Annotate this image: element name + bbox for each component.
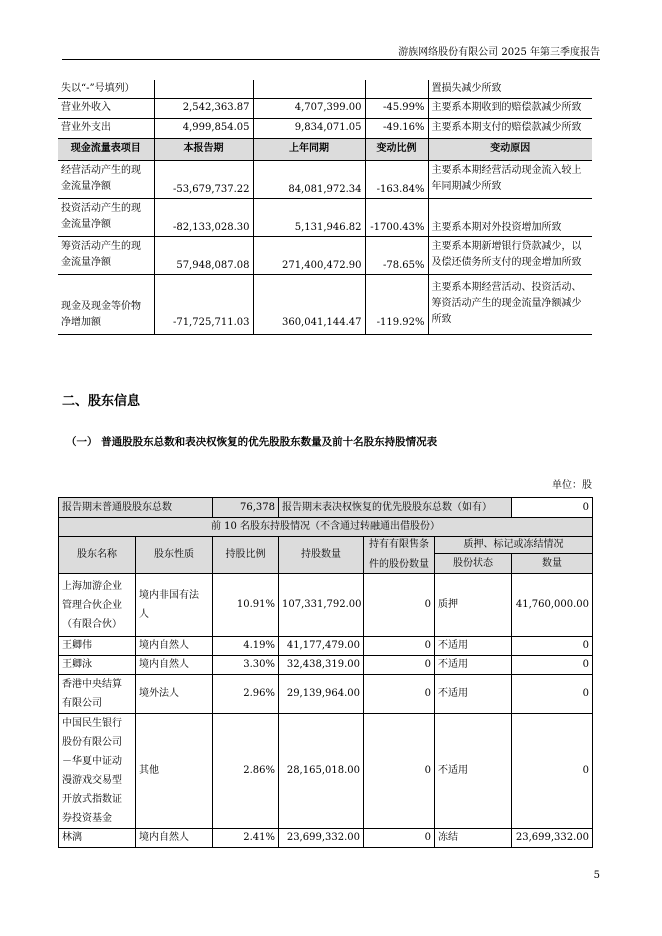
holder-shares: 41,177,479.00 xyxy=(279,637,364,656)
holder-qty: 23,699,332.00 xyxy=(512,829,593,848)
shareholder-rows xyxy=(59,574,593,848)
holder-name: 王卿伟 xyxy=(59,637,136,656)
holder-shares: 28,165,018.00 xyxy=(279,714,364,829)
header-ratio: 变动比例 xyxy=(365,138,428,160)
holder-name: 林漓 xyxy=(59,829,136,848)
header-pledge: 质押、标记或冻结情况 xyxy=(435,537,593,554)
holder-name: 中国民生银行 股份有限公司 －华夏中证动 漫游戏交易型 开放式指数证 券投资基金 xyxy=(59,714,136,829)
top10-title: 前 10 名股东持股情况（不含通过转融通出借股份） xyxy=(59,518,593,537)
current-cell: -53,679,737.22 xyxy=(154,160,253,198)
holder-ratio: 4.19% xyxy=(213,637,279,656)
table-row xyxy=(58,274,592,334)
reason-cell: 主要系本期经营活动、投资活动、 筹资活动产生的现金流量净额减少 所致 xyxy=(428,274,592,334)
table-row xyxy=(58,80,592,98)
item-cell: 投资活动产生的现 金流量净额 xyxy=(58,198,154,236)
header-ratio: 持股比例 xyxy=(213,537,279,574)
holder-ratio: 2.96% xyxy=(213,675,279,714)
item-cell: 经营活动产生的现 金流量净额 xyxy=(58,160,154,198)
header-item: 现金流量表项目 xyxy=(58,138,154,160)
ratio-cell: -78.65% xyxy=(365,236,428,274)
total-holders-value: 76,378 xyxy=(213,498,279,518)
holder-name: 王卿泳 xyxy=(59,656,136,675)
table-row xyxy=(58,160,592,198)
table-row xyxy=(59,675,593,714)
table-row xyxy=(58,118,592,138)
holder-shares: 32,438,319.00 xyxy=(279,656,364,675)
holder-status: 不适用 xyxy=(435,637,512,656)
holder-shares: 29,139,964.00 xyxy=(279,675,364,714)
holder-status: 冻结 xyxy=(435,829,512,848)
ratio-cell: -163.84% xyxy=(365,160,428,198)
holder-ratio: 10.91% xyxy=(213,574,279,637)
current-cell: 57,948,087.08 xyxy=(154,236,253,274)
current-cell: 2,542,363.87 xyxy=(154,98,253,118)
current-cell: 4,999,854.05 xyxy=(154,118,253,138)
current-cell: -82,133,028.30 xyxy=(154,198,253,236)
holder-name: 香港中央结算 有限公司 xyxy=(59,675,136,714)
holder-qty: 0 xyxy=(512,675,593,714)
item-cell: 营业外收入 xyxy=(58,98,154,118)
unit-label: 单位：股 xyxy=(552,480,592,491)
subsection-title: （一） 普通股股东总数和表决权恢复的优先股股东数量及前十名股东持股情况表 xyxy=(66,436,438,448)
header-nature: 股东性质 xyxy=(136,537,213,574)
holder-restricted: 0 xyxy=(364,829,435,848)
table-row xyxy=(58,98,592,118)
header-reason: 变动原因 xyxy=(428,138,592,160)
top10-title-row xyxy=(59,518,593,537)
item-cell: 现金及现金等价物 净增加额 xyxy=(58,274,154,334)
holder-restricted: 0 xyxy=(364,574,435,637)
holder-qty: 0 xyxy=(512,714,593,829)
page-number: 5 xyxy=(593,870,600,881)
holder-nature: 境内非国有法 人 xyxy=(136,574,213,637)
page-header-title: 游族网络股份有限公司 2025 年第三季度报告 xyxy=(398,47,600,58)
shareholder-table xyxy=(58,497,593,848)
holder-ratio: 2.41% xyxy=(213,829,279,848)
header-status: 股份状态 xyxy=(435,554,512,574)
last-cell: 84,081,972.34 xyxy=(253,160,365,198)
item-cell: 筹资活动产生的现 金流量净额 xyxy=(58,236,154,274)
last-cell: 4,707,399.00 xyxy=(253,98,365,118)
holder-restricted: 0 xyxy=(364,714,435,829)
table-row xyxy=(58,198,592,236)
current-cell: -71,725,711.03 xyxy=(154,274,253,334)
reason-cell: 主要系本期经营活动现金流入较上 年同期减少所致 xyxy=(428,160,592,198)
header-current: 本报告期 xyxy=(154,138,253,160)
summary-row xyxy=(59,498,593,518)
total-holders-label: 报告期末普通股股东总数 xyxy=(59,498,213,518)
pref-holders-label: 报告期末表决权恢复的优先股股东总数（如有） xyxy=(279,498,512,518)
holder-nature: 境内自然人 xyxy=(136,637,213,656)
ratio-cell: -49.16% xyxy=(365,118,428,138)
holder-qty: 0 xyxy=(512,637,593,656)
header-shares: 持股数量 xyxy=(279,537,364,574)
header-rule xyxy=(62,59,600,60)
holder-qty: 0 xyxy=(512,656,593,675)
holder-nature: 境内自然人 xyxy=(136,656,213,675)
ratio-cell: -45.99% xyxy=(365,98,428,118)
table-row xyxy=(59,574,593,637)
reason-cell: 主要系本期对外投资增加所致 xyxy=(428,198,592,236)
section-title: 二、股东信息 xyxy=(62,394,141,409)
header-last: 上年同期 xyxy=(253,138,365,160)
variance-table xyxy=(58,80,592,335)
column-header-row xyxy=(59,537,593,554)
header-qty: 数量 xyxy=(512,554,593,574)
holder-name: 上海加游企业 管理合伙企业 （有限合伙） xyxy=(59,574,136,637)
holder-status: 不适用 xyxy=(435,714,512,829)
pref-holders-value: 0 xyxy=(512,498,593,518)
holder-ratio: 2.86% xyxy=(213,714,279,829)
holder-status: 质押 xyxy=(435,574,512,637)
holder-nature: 境内自然人 xyxy=(136,829,213,848)
holder-shares: 23,699,332.00 xyxy=(279,829,364,848)
ratio-cell: -1700.43% xyxy=(365,198,428,236)
holder-status: 不适用 xyxy=(435,675,512,714)
last-cell: 9,834,071.05 xyxy=(253,118,365,138)
reason-cell: 置损失减少所致 xyxy=(428,80,592,98)
table-row xyxy=(59,829,593,848)
ratio-cell: -119.92% xyxy=(365,274,428,334)
holder-nature: 境外法人 xyxy=(136,675,213,714)
reason-cell: 主要系本期新增银行贷款减少，以 及偿还债务所支付的现金增加所致 xyxy=(428,236,592,274)
table-row xyxy=(59,656,593,675)
holder-nature: 其他 xyxy=(136,714,213,829)
header-name: 股东名称 xyxy=(59,537,136,574)
table-row xyxy=(59,714,593,829)
last-cell: 360,041,144.47 xyxy=(253,274,365,334)
last-cell: 271,400,472.90 xyxy=(253,236,365,274)
table-row xyxy=(59,637,593,656)
cashflow-header-row xyxy=(58,138,592,160)
last-cell: 5,131,946.82 xyxy=(253,198,365,236)
holder-ratio: 3.30% xyxy=(213,656,279,675)
holder-restricted: 0 xyxy=(364,656,435,675)
holder-qty: 41,760,000.00 xyxy=(512,574,593,637)
holder-shares: 107,331,792.00 xyxy=(279,574,364,637)
reason-cell: 主要系本期支付的赔偿款减少所致 xyxy=(428,118,592,138)
reason-cell: 主要系本期收到的赔偿款减少所致 xyxy=(428,98,592,118)
holder-status: 不适用 xyxy=(435,656,512,675)
table-row xyxy=(58,236,592,274)
item-cell: 失以“-”号填列） xyxy=(58,80,154,98)
holder-restricted: 0 xyxy=(364,637,435,656)
item-cell: 营业外支出 xyxy=(58,118,154,138)
header-restricted: 持有有限售条 件的股份数量 xyxy=(364,537,435,574)
holder-restricted: 0 xyxy=(364,675,435,714)
